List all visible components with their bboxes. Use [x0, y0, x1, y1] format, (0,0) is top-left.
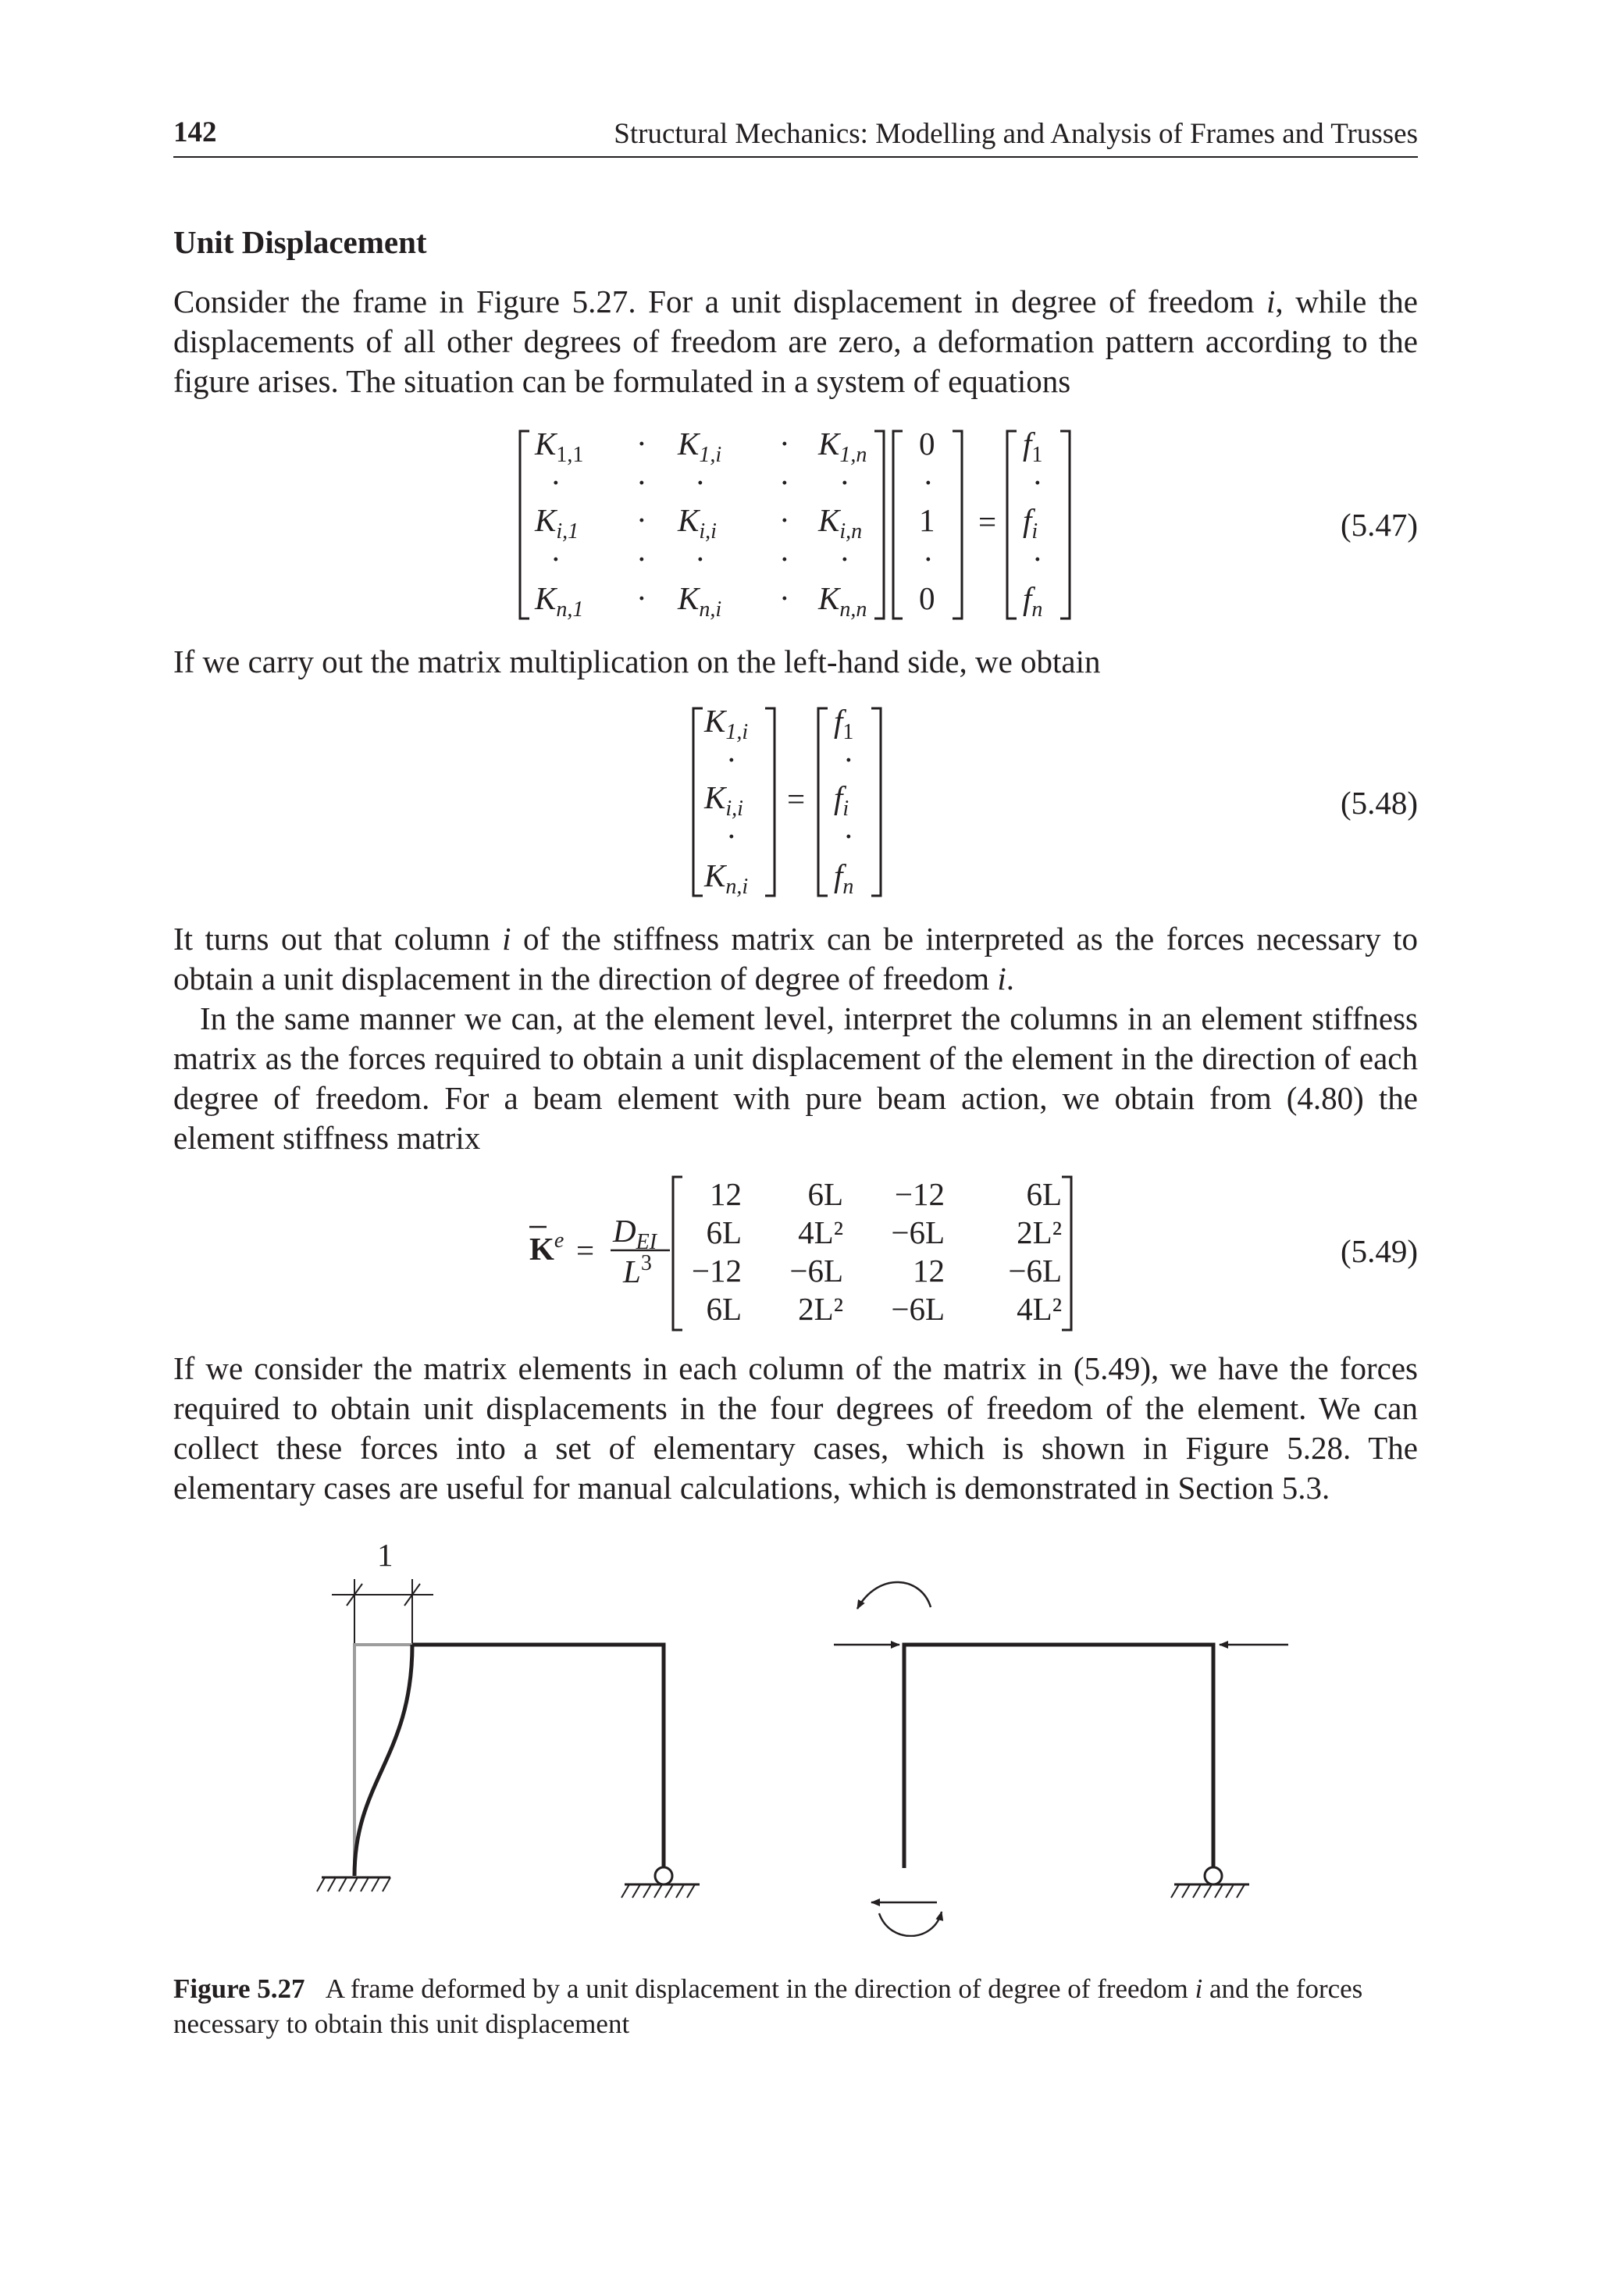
- equals-sign: =: [576, 1232, 595, 1268]
- paragraph-elementary-cases: If we consider the matrix elements in each column of the matrix in (5.49), we have the forces required to obtain unit displacements in the four degrees of freedom of the element. We can collect these forces into a set of elementary cases, which is shown in Figure 5.28. The elementary cases are useful for manual calculations, which is demonstrated in Section 5.3.: [173, 1350, 1418, 1506]
- dot: ·: [695, 541, 706, 577]
- kii: $K_{i,i}$: [678, 502, 717, 544]
- header-rule: [173, 156, 1418, 158]
- equation-number: (5.48): [1340, 785, 1418, 821]
- k-entry: 6L: [706, 1214, 742, 1250]
- dot: ·: [636, 465, 647, 501]
- bracket-left: [818, 708, 828, 896]
- page-number: 142: [173, 116, 217, 148]
- k11: $K_{1,1}$: [535, 426, 584, 467]
- dot: ·: [779, 580, 790, 616]
- dot: ·: [1032, 465, 1043, 501]
- k-entry: −6L: [891, 1291, 945, 1327]
- bracket-left: [893, 431, 903, 619]
- dot: ·: [726, 818, 737, 854]
- figure-caption: Figure 5.27 A frame deformed by a unit displacement in the direction of degree of freedom i and the forces necessary to obtain this unit displacement: [173, 1973, 1363, 2039]
- u-entry: 0: [919, 426, 935, 462]
- equals-sign: =: [978, 504, 997, 540]
- f-entry: $f_1$: [834, 703, 854, 744]
- k-entry: 6L: [706, 1291, 742, 1327]
- k-entry: −12: [894, 1176, 945, 1212]
- u-entry: 0: [919, 580, 935, 616]
- f-entry: $f_i$: [1023, 502, 1038, 544]
- moment-arrow: [857, 1582, 931, 1609]
- dot: ·: [1032, 541, 1043, 577]
- bracket-left: [673, 1177, 682, 1330]
- dot: ·: [839, 465, 850, 501]
- k-entry: 6L: [807, 1176, 843, 1212]
- unit-label: 1: [377, 1537, 394, 1573]
- equation-5-49: [523, 1168, 1085, 1339]
- k-entry: 2L²: [798, 1291, 843, 1327]
- bracket-right: [953, 431, 962, 619]
- k-entry: −6L: [789, 1253, 843, 1289]
- bracket-left: [1007, 431, 1017, 619]
- u-entry: ·: [923, 465, 934, 501]
- k-entry: −6L: [1008, 1253, 1062, 1289]
- bracket-right: [1060, 431, 1070, 619]
- k-entry: 4L²: [798, 1214, 843, 1250]
- equals-sign: =: [787, 781, 806, 817]
- k-entry: 12: [710, 1176, 742, 1212]
- running-title: Structural Mechanics: Modelling and Analysis of Frames and Trusses: [614, 118, 1418, 150]
- paragraph-interpretation: It turns out that column i of the stiffness matrix can be interpreted as the forces necessary to obtain a unit displacement in the direction of degree of freedom i.: [173, 921, 1418, 996]
- k-entry: −12: [691, 1253, 742, 1289]
- frame: [904, 1645, 1213, 1868]
- dot: ·: [695, 465, 706, 501]
- dot: ·: [636, 580, 647, 616]
- dot: ·: [550, 465, 561, 501]
- kin: $K_{i,n}$: [818, 502, 863, 544]
- dot: ·: [843, 818, 854, 854]
- bracket-left: [693, 708, 703, 896]
- pin-support: [1205, 1867, 1222, 1884]
- deformed-column: [354, 1645, 412, 1876]
- bracket-right: [1062, 1177, 1071, 1330]
- k1n: $K_{1,n}$: [818, 426, 867, 467]
- k-entry: 4L²: [1017, 1291, 1062, 1327]
- k1i: $K_{1,i}$: [704, 703, 749, 744]
- u-entry: ·: [923, 541, 934, 577]
- k-entry: 2L²: [1017, 1214, 1062, 1250]
- moment-arrow: [879, 1912, 942, 1936]
- dot: ·: [779, 426, 790, 462]
- paragraph-intro: Consider the frame in Figure 5.27. For a unit displacement in degree of freedom i, while the displacements of all other degrees of freedom are zero, a deformation pattern according to the figure arises. The situation can be formulated in a system of equations: [173, 283, 1418, 399]
- dot: ·: [636, 502, 647, 538]
- k-entry: −6L: [891, 1214, 945, 1250]
- lhs-K: $K^e$: [529, 1228, 564, 1267]
- figure-5-27: [297, 1531, 1304, 1937]
- ki1: $K_{i,1}$: [535, 502, 579, 544]
- equation-5-48: [687, 699, 921, 902]
- fraction-numerator: $D_{EI}$: [613, 1213, 657, 1254]
- dot: ·: [779, 502, 790, 538]
- dot: ·: [636, 541, 647, 577]
- pin-support: [655, 1867, 672, 1884]
- k-entry: 12: [913, 1253, 945, 1289]
- bracket-left: [520, 431, 529, 619]
- knn: $K_{n,n}$: [818, 580, 867, 622]
- beam: [412, 1645, 664, 1868]
- section-title: Unit Displacement: [173, 224, 427, 260]
- equation-number: (5.47): [1340, 507, 1418, 543]
- dot: ·: [843, 742, 854, 778]
- paragraph-multiplication: If we carry out the matrix multiplication on the left-hand side, we obtain: [173, 644, 1101, 679]
- original-shape: [354, 1645, 412, 1876]
- paragraph-element-level: In the same manner we can, at the element level, interpret the columns in an element stiffness matrix as the forces required to obtain a unit displacement of the element in the direction of each degree of freedom. For a beam element with pure beam action, we obtain from (4.80) the element stiffness matrix: [173, 1000, 1418, 1156]
- dot: ·: [636, 426, 647, 462]
- equation-5-47: [468, 422, 1093, 625]
- force-frame: [834, 1582, 1288, 1936]
- equation-number: (5.49): [1340, 1233, 1418, 1269]
- dot: ·: [550, 541, 561, 577]
- dot: ·: [779, 465, 790, 501]
- dot: ·: [726, 742, 737, 778]
- f-entry: $f_n$: [1023, 580, 1043, 622]
- kni: $K_{n,i}$: [704, 857, 749, 899]
- dot: ·: [839, 541, 850, 577]
- k-entry: 6L: [1026, 1176, 1062, 1212]
- f-entry: $f_1$: [1023, 426, 1043, 467]
- kii: $K_{i,i}$: [704, 779, 743, 821]
- kni: $K_{n,i}$: [678, 580, 722, 622]
- bracket-right: [871, 708, 881, 896]
- deformed-frame: [317, 1537, 700, 1898]
- k1i: $K_{1,i}$: [678, 426, 722, 467]
- f-entry: $f_i$: [834, 779, 849, 821]
- bracket-right: [765, 708, 775, 896]
- u-entry: 1: [919, 502, 935, 538]
- bracket-right: [874, 431, 884, 619]
- f-entry: $f_n$: [834, 857, 854, 899]
- fraction-denominator: $L^3$: [623, 1251, 652, 1289]
- dot: ·: [779, 541, 790, 577]
- kn1: $K_{n,1}$: [535, 580, 584, 622]
